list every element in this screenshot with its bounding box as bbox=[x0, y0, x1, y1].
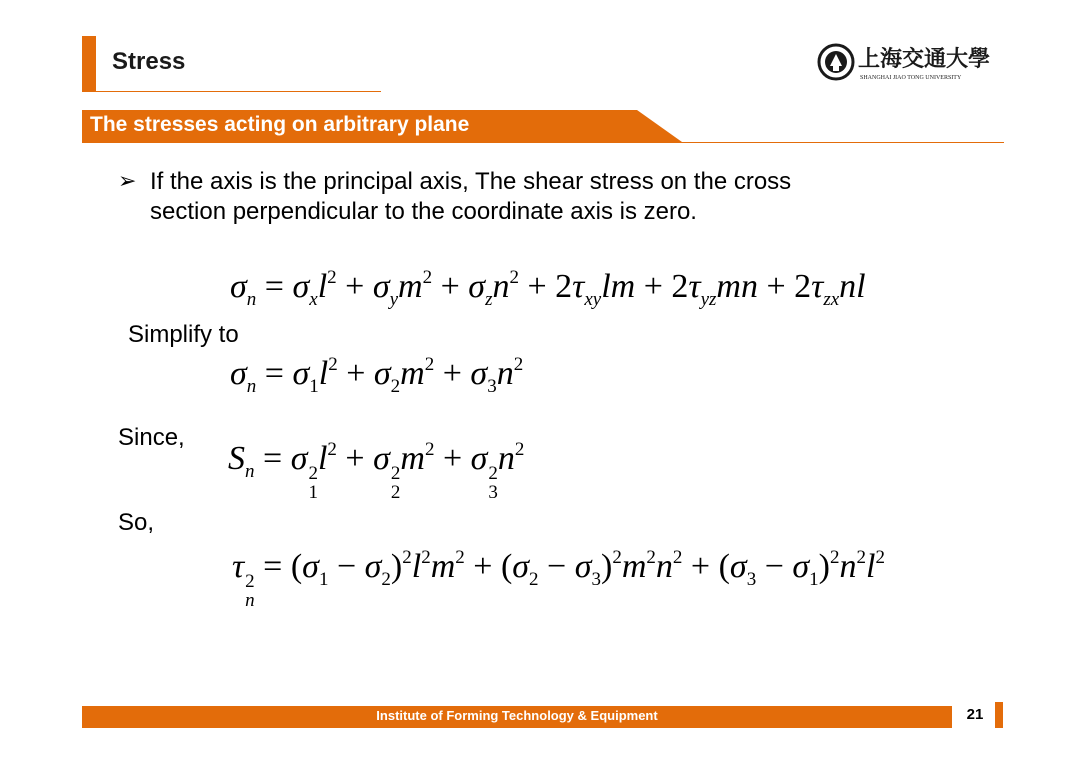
logo-subtext: SHANGHAI JIAO TONG UNIVERSITY bbox=[860, 75, 962, 81]
title-underline bbox=[96, 91, 381, 92]
equation-normal-stress-general: $\sigma_n = \sigma_xl^2 + \sigma_ym^2 + \sigma_zn^2 + 2\tau_{xy}lm + 2\tau_{yz}mn + 2\tau_{zx}nl$ bbox=[230, 267, 866, 310]
label-simplify: Simplify to bbox=[128, 321, 239, 348]
bullet-arrow-icon: ➢ bbox=[118, 168, 137, 193]
title-accent-bar bbox=[82, 36, 96, 92]
university-logo bbox=[816, 42, 1006, 82]
label-so: So, bbox=[118, 509, 155, 536]
label-since: Since, bbox=[118, 424, 185, 451]
equation-shear-stress: τ 2 n = $(\sigma_1 - \sigma_2)^2l^2m^2 + (\sigma_2 - \sigma_3)^2m^2n^2 + (\sigma_3 - \sigma_1)^2n^2l^2$ bbox=[232, 547, 885, 611]
bullet-text-line-2: section perpendicular to the coordinate axis is zero. bbox=[150, 198, 697, 225]
banner-rule bbox=[82, 142, 1004, 143]
equation-total-stress: $S_n = \sigma$ 2 1 $l^2 + \sigma$ 2 2 $m^2 + \sigma$ 2 3 $n^2$ bbox=[228, 439, 525, 503]
equation-normal-stress-principal: $\sigma_n = \sigma_1l^2 + \sigma_2m^2 + \sigma_3n^2$ bbox=[230, 354, 524, 397]
slide-title: Stress bbox=[112, 48, 186, 75]
logo-wordmark: 上海交通大學 bbox=[858, 46, 991, 72]
footer-institute: Institute of Forming Technology & Equipment bbox=[376, 708, 658, 723]
page-number-accent bbox=[995, 702, 1003, 728]
section-heading: The stresses acting on arbitrary plane bbox=[90, 113, 470, 136]
bullet-text-line-1: If the axis is the principal axis, The shear stress on the cross bbox=[150, 168, 792, 195]
page-number: 21 bbox=[966, 706, 984, 723]
